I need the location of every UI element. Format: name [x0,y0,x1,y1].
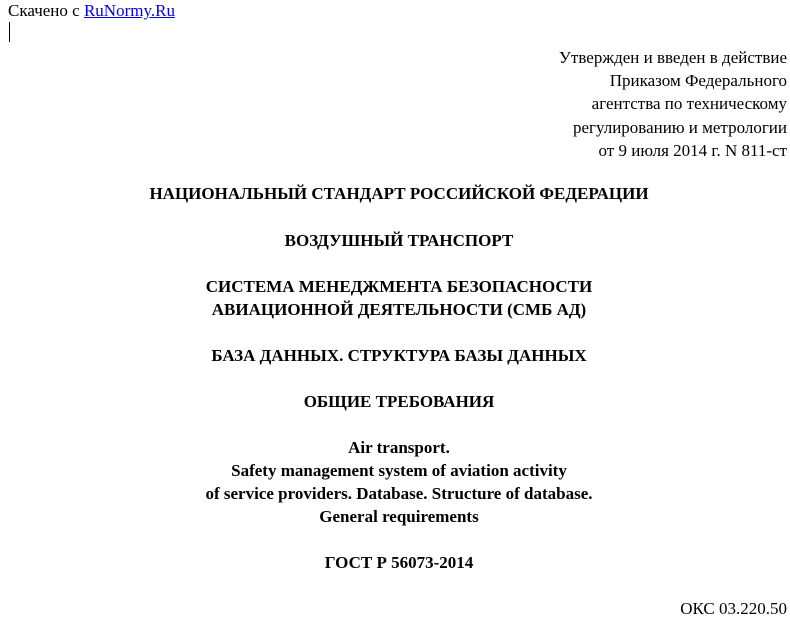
title-air-transport-ru: ВОЗДУШНЫЙ ТРАНСПОРТ [284,231,514,250]
approval-line: Приказом Федерального [609,71,787,91]
approval-line: Утвержден и введен в действие [558,48,787,67]
title-general-requirements-ru: ОБЩИЕ ТРЕБОВАНИЯ [303,392,495,411]
text-cursor [9,22,10,42]
standard-heading: НАЦИОНАЛЬНЫЙ СТАНДАРТ РОССИЙСКОЙ ФЕДЕРАЦИИ [149,184,649,203]
title-english-line: Air transport. [348,438,450,457]
source-prefix: Скачено с [8,1,84,20]
title-english-line: Safety management system of aviation activity [231,461,567,480]
title-sms-ru [0,275,790,321]
title-sms-line: АВИАЦИОННОЙ ДЕЯТЕЛЬНОСТИ (СМБ АД) [211,300,587,319]
title-database-ru: БАЗА ДАННЫХ. СТРУКТУРА БАЗЫ ДАННЫХ [211,346,587,365]
okc-code: ОКС 03.220.50 [680,599,787,618]
approval-line: агентства по техническому [591,94,787,114]
title-sms-line: СИСТЕМА МЕНЕДЖМЕНТА БЕЗОПАСНОСТИ [205,277,593,296]
runormy-link[interactable]: RuNormy.Ru [83,1,175,20]
approval-line: от 9 июля 2014 г. N 811-ст [598,140,787,160]
source-line [8,1,175,21]
title-english-line: of service providers. Database. Structure of database. [205,484,593,503]
title-english [0,436,790,528]
approval-line: регулированию и метрологии [572,117,787,137]
approval-block [559,46,787,162]
gost-number: ГОСТ Р 56073-2014 [324,553,474,572]
title-english-line: General requirements [319,507,479,526]
